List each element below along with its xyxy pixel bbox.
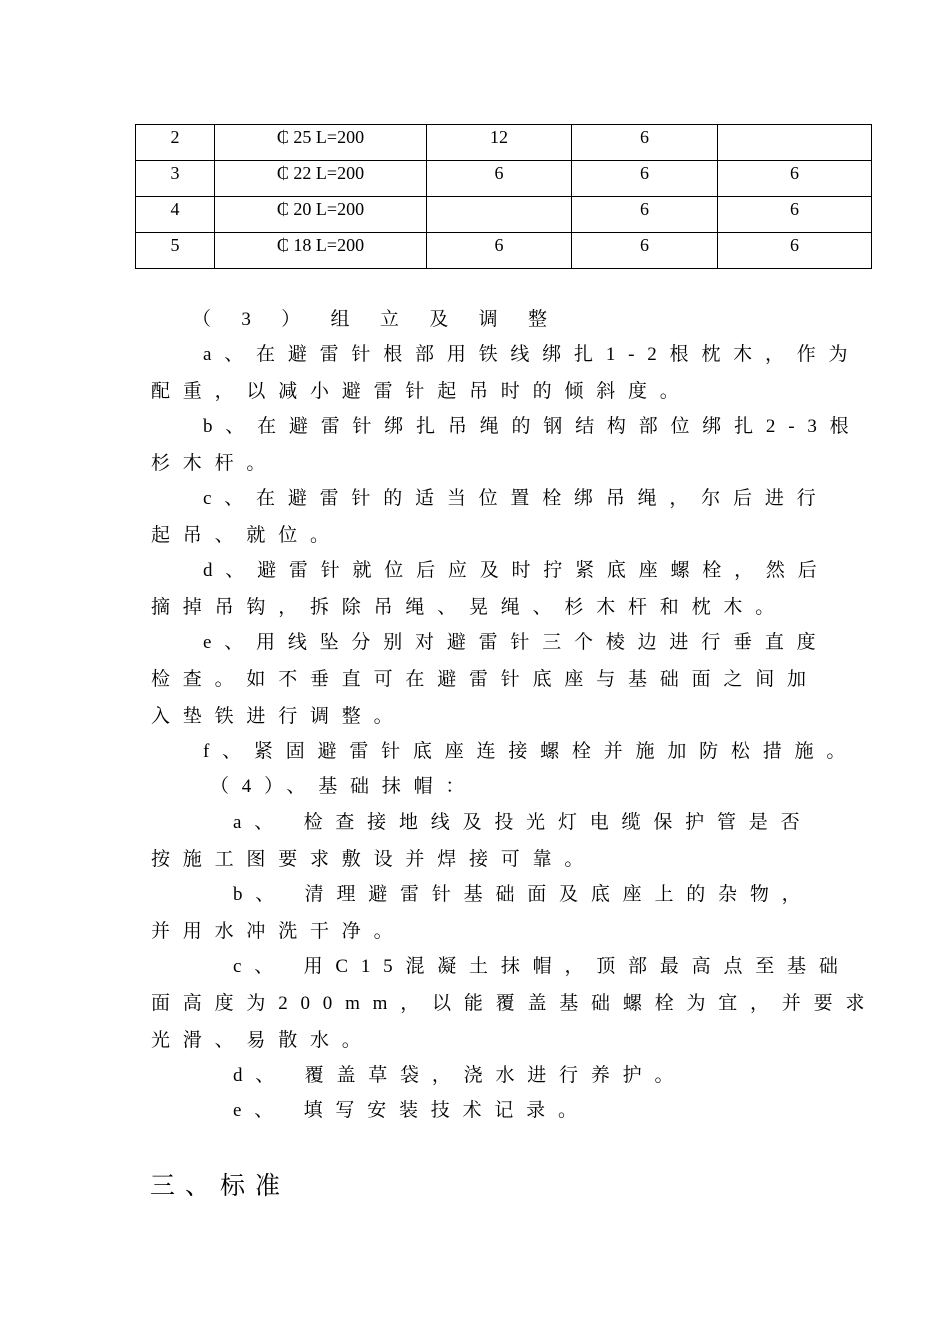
paragraph-3e-line3: 入垫铁进行调整。 (151, 706, 406, 727)
table-cell-spec: ₵ 18 L=200 (215, 233, 427, 269)
paragraph-3c-line1: c、在避雷针的适当位置栓绑吊绳，尔后进行 (203, 488, 829, 509)
table-cell-b: 6 (572, 197, 718, 233)
paragraph-3b-line1: b、在避雷针绑扎吊绳的钢结构部位绑扎2-3根 (203, 416, 862, 437)
table-row (136, 161, 872, 197)
table-cell-no: 5 (136, 233, 215, 269)
table-cell-a: 6 (427, 233, 572, 269)
table-cell-spec: ₵ 20 L=200 (215, 197, 427, 233)
paragraph-3a-line2: 配重，以减小避雷针起吊时的倾斜度。 (151, 381, 692, 402)
table-cell-b: 6 (572, 233, 718, 269)
paragraph-3f-line1: f、紧固避雷针底座连接螺栓并施加防松措施。 (203, 741, 859, 762)
table-row (136, 233, 872, 269)
paragraph-4d-line1: d、 覆盖草袋，浇水进行养护。 (233, 1065, 687, 1086)
table-row (136, 125, 872, 161)
paragraph-4a-line2: 按施工图要求敷设并焊接可靠。 (151, 849, 597, 870)
table-cell-a: 12 (427, 125, 572, 161)
paragraph-3c-line2: 起吊、就位。 (151, 525, 342, 546)
paragraph-3a-line1: a、在避雷针根部用铁线绑扎1-2根枕木，作为 (203, 344, 861, 365)
table-cell-spec: ₵ 22 L=200 (215, 161, 427, 197)
paragraph-4c-line3: 光滑、易散水。 (151, 1030, 374, 1051)
table-cell-c (718, 125, 872, 161)
specification-table (135, 124, 872, 269)
table-cell-a (427, 197, 572, 233)
table-cell-no: 2 (136, 125, 215, 161)
paragraph-4b-line2: 并用水冲洗干净。 (151, 921, 406, 942)
table-cell-b: 6 (572, 161, 718, 197)
section-3-title: （ 3 ） 组 立 及 调 整 (192, 309, 560, 330)
table-cell-c: 6 (718, 233, 872, 269)
paragraph-3d-line2: 摘掉吊钩，拆除吊绳、晃绳、杉木杆和枕木。 (151, 597, 788, 618)
paragraph-4a-line1: a、 检查接地线及投光灯电缆保护管是否 (233, 812, 813, 833)
paragraph-3d-line1: d、避雷针就位后应及时拧紧底座螺栓，然后 (203, 560, 830, 581)
table-cell-a: 6 (427, 161, 572, 197)
paragraph-4c-line1: c、 用C15混凝土抹帽，顶部最高点至基础 (233, 956, 851, 977)
table-cell-no: 4 (136, 197, 215, 233)
paragraph-4c-line2: 面高度为200mm，以能覆盖基础螺栓为宜，并要求 (151, 993, 878, 1014)
paragraph-3e-line2: 检查。如不垂直可在避雷针底座与基础面之间加 (151, 669, 819, 690)
section-4-title: （4）、基础抹帽： (210, 776, 478, 797)
table-cell-c: 6 (718, 197, 872, 233)
table-cell-no: 3 (136, 161, 215, 197)
paragraph-3e-line1: e、用线坠分别对避雷针三个棱边进行垂直度 (203, 632, 829, 653)
section-heading-standards: 三、标准 (150, 1173, 291, 1200)
table-cell-spec: ₵ 25 L=200 (215, 125, 427, 161)
paragraph-4e-line1: e、 填写安装技术记录。 (233, 1100, 590, 1121)
table-cell-b: 6 (572, 125, 718, 161)
table-row (136, 197, 872, 233)
table-cell-c: 6 (718, 161, 872, 197)
paragraph-3b-line2: 杉木杆。 (151, 453, 279, 474)
paragraph-4b-line1: b、 清理避雷针基础面及底座上的杂物， (233, 884, 814, 905)
